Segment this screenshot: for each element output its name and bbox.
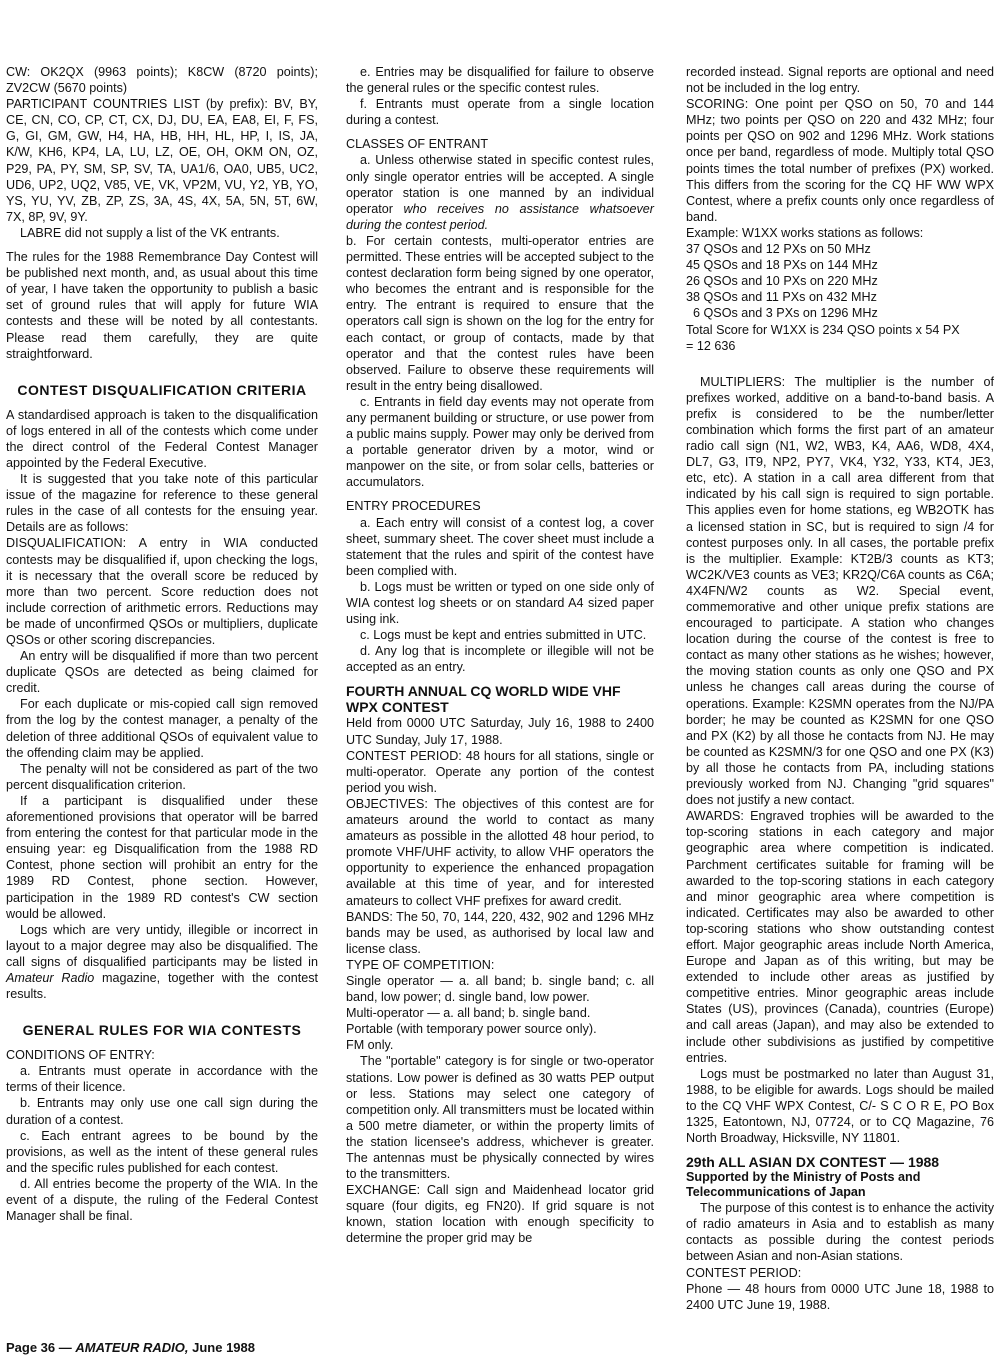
class-a-italic: who receives no assistance whatsoever during the contest period. [346, 201, 655, 232]
untidy-text-2: magazine, together with the contest results. [6, 970, 318, 1002]
score-line: 45 QSOs and 18 PXs on 144 MHz [686, 258, 878, 273]
all-asian-period-heading: CONTEST PERIOD: [686, 1265, 802, 1280]
untidy-text-1: Logs which are very untidy, illegible or incorrect in layout to a major degree may also be disqualified. The call signs of disqualified participants may be listed in [6, 922, 318, 969]
column-3 [686, 64, 994, 1313]
condition-b: b. Entrants may only use one call sign during the duration of a contest. [6, 1096, 318, 1127]
class-a [346, 152, 654, 232]
entry-c: c. Logs must be kept and entries submitted in UTC. [360, 628, 647, 643]
cq-multipliers: MULTIPLIERS: The multiplier is the number of prefixes worked, additive on a band-to-band basis. A prefix is considered to be the number/letter combination which forms the first part of an amateur radio call sign (N1, W2, WB3, K4, AA6, WD8, 4X4, DL7, G3, IT9, NP2, PY7, VK4, Y32, Y33, KT4, JE3, etc, etc). A station in a call area different from that indicated by his call sign is required to sign portable. This applies even for home stations, eg WB2OTK has a licensed station in SC, but is required to sign /4 for contest purposes only. In all cases, the portable prefix is the multiplier. Example: KT2B/3 counts as KT3; WC2K/VE3 counts as VE3; KR2Q/C6A counts as C6A; 4X4FN/W2 counts as W2. Special event, commemorative and other unique prefix stations are encouraged to participate. A station who changes location during the course of the contest is free to contact as many other stations as he wishes; however, the moving station counts as only one QSO and PX unless he changes call areas during the course of operations. Example: K2SMN operates from the NJ/PA border; he may be counted as K2SMN for one QSO and PX (K2) by all those he contacts from NJ. He may be counted as K2SMN/3 for one QSO and one PX (K3) by all those he contacts from PA, including stations previously worked from NJ. Changing "grid squares" does not justify a new contact. [686, 374, 994, 808]
intro-paragraph: The rules for the 1988 Remembrance Day Contest will be published next month, and, as usual about this time of year, I have taken the opportunity to publish a basic set of ground rules that will apply for future WIA contests and these will be noted by all contestants. Please read them carefully, they are quite straightforward. [6, 250, 318, 361]
classes-heading: CLASSES OF ENTRANT [346, 137, 489, 152]
cq-recorded: recorded instead. Signal reports are optional and need not be included in the log entry. [686, 65, 994, 96]
disq-intro: A standardised approach is taken to the disqualification of logs entered in all of the contests which come under the direct control of the Federal Contest Manager appointed by the Federal Executive. [6, 407, 318, 470]
disq-penalty-note: The penalty will not be considered as part of the two percent disqualification criterion. [6, 761, 318, 792]
cq-held: Held from 0000 UTC Saturday, July 16, 1988 to 2400 UTC Sunday, July 17, 1988. [346, 716, 654, 747]
disq-penalty: For each duplicate or mis-copied call sign removed from the log by the contest manager, a penalty of the deletion of three additional QSOs of equivalent value to the offending claim may be applied. [6, 697, 318, 760]
all-asian-subheading: Supported by the Ministry of Posts and Telecommunications of Japan [686, 1170, 921, 1200]
disq-reference: It is suggested that you take note of this particular issue of the magazine for reference to these general rules in the case of all contests for the ensuing year. Details are as follows: [6, 472, 318, 535]
heading-general-rules: GENERAL RULES FOR WIA CONTESTS [22, 1022, 302, 1039]
condition-c: c. Each entrant agrees to be bound by the provisions, as well as the intent of these general rules and the specific rules published for each contest. [6, 1128, 318, 1175]
footer-publication: AMATEUR RADIO, [75, 1340, 189, 1355]
cq-exchange: EXCHANGE: Call sign and Maidenhead locator grid square (four digits, eg FN20). If grid square is not known, station location with enough specificity to determine the proper grid may be [346, 1183, 654, 1246]
heading-cq-vhf-wpx: FOURTH ANNUAL CQ WORLD WIDE VHF WPX CONTEST [346, 683, 621, 716]
score-line: 6 QSOs and 3 PXs on 1296 MHz [693, 306, 878, 321]
cq-single-operator: Single operator — a. all band; b. single band; c. all band, low power; d. single band, low power. [346, 973, 654, 1005]
class-c: c. Entrants in field day events may not operate from any permanent building or structure, or use power from a public mains supply. Power may only be derived from a portable generator driven by a motor, wind or manpower on the site, or from solar cells, batteries or accumulators. [346, 394, 654, 490]
class-b: b. For certain contests, multi-operator entries are permitted. These entries will be accepted subject to the contest declaration form being signed by one operator, who becomes the entrant and is responsible for the entry. The entrant is required to ensure that the operators call sign is shown on the log for the entry for each contact, or group of contacts, made by that operator and that the contest rules have been observed. Failure to observe these requirements will result in the entry being disallowed. [346, 233, 654, 393]
score-line: 26 QSOs and 10 PXs on 220 MHz [686, 274, 878, 289]
score-line: 37 QSOs and 12 PXs on 50 MHz [686, 242, 871, 257]
class-a-text: a. Unless otherwise stated in specific contest rules, only single operator entries will be accepted. A single operator station is one manned by an individual operator [346, 153, 654, 216]
entry-a: a. Each entry will consist of a contest log, a cover sheet, summary sheet. The cover sheet must include a statement that the rules and spirit of the contest have been complied with. [346, 515, 654, 578]
cq-logs: Logs must be postmarked no later than August 31, 1988, to be eligible for awards. Logs should be mailed to the CQ VHF WPX Contest, C/- S C O R E, PO Box 1325, Eatontown, NJ, 07724, or to CQ Magazine, 76 North Broadway, Hicksville, NY 11801. [686, 1066, 994, 1146]
condition-a: a. Entrants must operate in accordance with the terms of their licence. [6, 1064, 318, 1095]
disq-untidy-logs [6, 922, 318, 1002]
conditions-heading: CONDITIONS OF ENTRY: [6, 1048, 155, 1063]
disq-duplicates: An entry will be disqualified if more than two percent duplicate QSOs are detected as being claimed for credit. [6, 649, 318, 696]
cq-example: Example: W1XX works stations as follows: [686, 225, 924, 240]
cq-objectives: OBJECTIVES: The objectives of this contest are for amateurs around the world to contact as many amateurs as possible in the allotted 48 hour period, to promote VHF/UHF activity, to allow VHF operators the opportunity to experience the enhanced propagation available at this time of year, and for interested amateurs to collect VHF prefixes for award credit. [346, 796, 654, 908]
column-1 [6, 64, 318, 1224]
column-2 [346, 64, 654, 1247]
entry-heading: ENTRY PROCEDURES [346, 499, 481, 514]
entry-d: d. Any log that is incomplete or illegible will not be accepted as an entry. [346, 644, 654, 675]
all-asian-purpose: The purpose of this contest is to enhance the activity of radio amateurs in Asia and to establish as many contacts as possible during the contest periods between Asian and non-Asian stations. [686, 1201, 994, 1264]
cq-bands: BANDS: The 50, 70, 144, 220, 432, 902 and 1296 MHz bands may be used, as authorised by local law and license class. [346, 909, 654, 956]
score-line: 38 QSOs and 11 PXs on 432 MHz [686, 290, 877, 305]
participant-countries-list: PARTICIPANT COUNTRIES LIST (by prefix): BV, BY, CE, CN, CO, CP, CT, CX, DJ, DU, EA, EA8, EI, F, FS, G, GI, GM, GW, H4, HA, HB, HH, HL, HP, I, IS, JA, K/W, KH6, KP4, LA, LU, LZ, OE, OH, OKM ON, OZ, P29, PA, PY, SM, SP, SV, TA, UA1/6, OA0, UB5, UC2, UD6, UP2, UQ2, V85, VE, VK, VP2M, VU, Y2, YB, YO, YS, YU, YV, ZB, ZP, ZS, 3A, 4S, 4X, 5A, 5N, 5T, 6W, 7X, 8P, 9V, 9Y. [6, 97, 318, 224]
cq-portable-category: The "portable" category is for single or two-operator stations. Low power is defined as 30 watts PEP output or less. Stations may select one category of competition only. All transmitters must be located within a 500 metre diameter, or within the property limits of the station licensee's address, whichever is greater. The antennas must be physically connected by wires to the transmitters. [346, 1054, 654, 1182]
condition-e: e. Entries may be disqualified for failure to observe the general rules or the specific contest rules. [346, 65, 654, 96]
all-asian-phone: Phone — 48 hours from 0000 UTC June 18, 1988 to 2400 UTC June 19, 1988. [686, 1281, 994, 1312]
heading-all-asian-dx: 29th ALL ASIAN DX CONTEST — 1988 [686, 1154, 940, 1171]
cw-results: CW: OK2QX (9963 points); K8CW (8720 points); ZV2CW (5670 points) [6, 65, 318, 96]
disq-rule: DISQUALIFICATION: A entry in WIA conducted contests may be disqualified if, upon checking the logs, it is necessary that the overall score be reduced by more than two percent. Score reduction does not include correction of arithmetic errors. Reductions may be made of unconfirmed QSOs or multipliers, duplicate QSOs or other scoring discrepancies. [6, 536, 318, 647]
cq-type-heading: TYPE OF COMPETITION: [346, 957, 495, 972]
condition-f: f. Entrants must operate from a single location during a contest. [346, 97, 654, 128]
score-total: Total Score for W1XX is 234 QSO points x 54 PX [686, 322, 960, 337]
cq-scoring: SCORING: One point per QSO on 50, 70 and 144 MHz; two points per QSO on 220 and 432 MHz; four points per QSO on 902 and 1296 MHz. Work stations once per band, regardless of mode. Multiply total QSO points times the total number of prefixes (PX) worked. This differs from the scoring for the CQ HF WW WPX Contest, where a prefix counts only once regardless of band. [686, 97, 994, 224]
footer-page-number: Page 36 — [6, 1340, 76, 1355]
disq-barred: If a participant is disqualified under these aforementioned provisions that operator will be barred from entering the contest for that particular mode in the ensuing year: eg Disqualification from the 1988 RD Contest, phone section will prohibit an entry for the 1989 RD Contest, phone section. However, participation in the 1989 RD contest's CW section would be allowed. [6, 793, 318, 921]
labre-note: LABRE did not supply a list of the VK entrants. [20, 225, 280, 240]
entry-b: b. Logs must be written or typed on one side only of WIA contest log sheets or on standard A4 sized paper using ink. [346, 579, 654, 627]
condition-d: d. All entries become the property of the WIA. In the event of a dispute, the ruling of the Federal Contest Manager shall be final. [6, 1176, 318, 1224]
cq-multi-operator: Multi-operator — a. all band; b. single band. [346, 1006, 591, 1021]
cq-fm-only: FM only. [346, 1038, 394, 1053]
cq-portable: Portable (with temporary power source only). [346, 1022, 597, 1037]
page-footer [6, 1340, 255, 1355]
magazine-name: Amateur Radio [6, 970, 95, 985]
cq-period: CONTEST PERIOD: 48 hours for all stations, single or multi-operator. Operate any portion of the contest period you wish. [346, 748, 654, 795]
cq-awards: AWARDS: Engraved trophies will be awarded to the top-scoring stations in each category and major geographic area where competition is indicated. Parchment certificates suitable for framing will be awarded to the top-scoring stations in each category and minor geographic area where competition is indicated. Certificates may also be awarded to other top-scoring stations who show outstanding contest effort. Major geographic areas include North America, Europe and Japan as of this writing, but may be extended to include other areas as justified by competitive entries. Minor geographic areas include States (US), provinces (Canada), countries (Europe) and call areas (Japan), and may also be extended to include other subdivisions as justified by competitive entries. [686, 809, 994, 1065]
footer-date: June 1988 [188, 1340, 256, 1355]
score-total-value: = 12 636 [686, 338, 736, 353]
heading-disqualification: CONTEST DISQUALIFICATION CRITERIA [17, 381, 307, 398]
